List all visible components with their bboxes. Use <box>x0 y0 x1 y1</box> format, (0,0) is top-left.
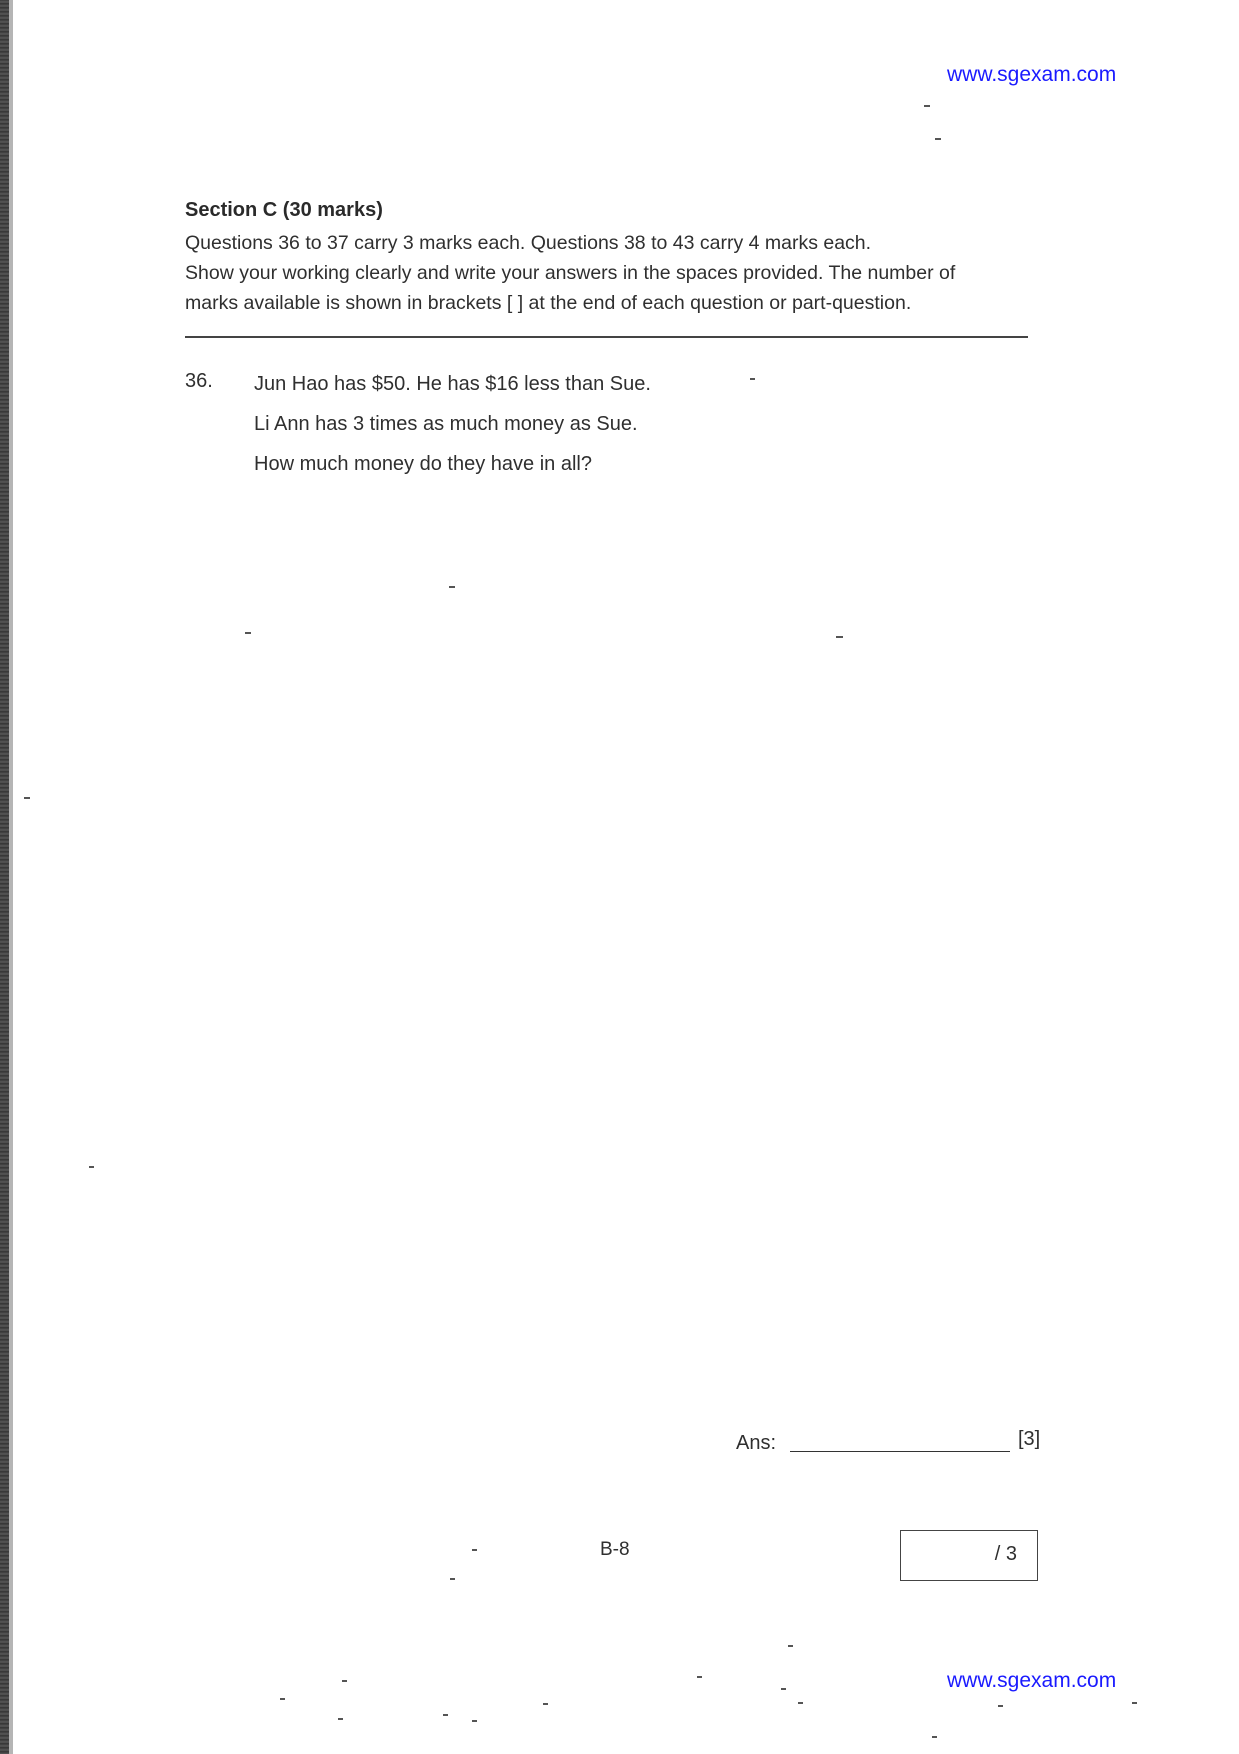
scan-speck <box>472 1720 477 1722</box>
scan-speck <box>1132 1702 1137 1704</box>
scan-speck <box>89 1166 94 1168</box>
answer-blank[interactable] <box>790 1451 1010 1452</box>
answer-label: Ans: <box>736 1432 777 1454</box>
section-divider <box>185 336 1028 338</box>
scan-speck <box>781 1688 786 1690</box>
question-number: 36. <box>185 370 213 392</box>
scan-speck <box>935 138 941 140</box>
scan-speck <box>245 632 251 634</box>
instruction-line: Show your working clearly and write your answers in the spaces provided. The number of <box>185 262 956 284</box>
scan-speck <box>750 378 755 380</box>
page-code: B-8 <box>600 1539 630 1560</box>
scan-speck <box>24 797 30 799</box>
header-site-link[interactable]: www.sgexam.com <box>947 63 1117 86</box>
scan-speck <box>924 105 930 107</box>
instruction-line: marks available is shown in brackets [ ] at the end of each question or part-question. <box>185 292 912 314</box>
scan-speck <box>472 1549 477 1551</box>
question-line: Jun Hao has $50. He has $16 less than Sue. <box>254 373 651 395</box>
question-line: How much money do they have in all? <box>254 453 592 475</box>
scan-speck <box>342 1680 347 1682</box>
scan-speck <box>998 1705 1003 1707</box>
footer-site-link[interactable]: www.sgexam.com <box>947 1669 1117 1692</box>
scan-speck <box>280 1698 285 1700</box>
scan-speck <box>450 1578 455 1580</box>
scan-speck <box>449 586 455 588</box>
scan-edge <box>0 0 9 1754</box>
score-text: / 3 <box>994 1543 1017 1565</box>
scan-speck <box>543 1703 548 1705</box>
scan-speck <box>798 1702 803 1704</box>
section-title: Section C (30 marks) <box>185 199 383 221</box>
scan-edge-shadow <box>9 0 13 1754</box>
marks-label: [3] <box>1018 1428 1041 1450</box>
question-text <box>254 370 1054 490</box>
scan-speck <box>932 1736 937 1738</box>
scan-speck <box>443 1714 448 1716</box>
scan-speck <box>788 1645 793 1647</box>
section-header <box>185 198 1085 318</box>
answer-row <box>736 1428 1056 1458</box>
scan-speck <box>338 1718 343 1720</box>
scan-speck <box>697 1676 702 1678</box>
scan-speck <box>836 636 843 638</box>
score-box <box>900 1530 1038 1581</box>
question-line: Li Ann has 3 times as much money as Sue. <box>254 413 638 435</box>
instruction-line: Questions 36 to 37 carry 3 marks each. Questions 38 to 43 carry 4 marks each. <box>185 232 872 254</box>
